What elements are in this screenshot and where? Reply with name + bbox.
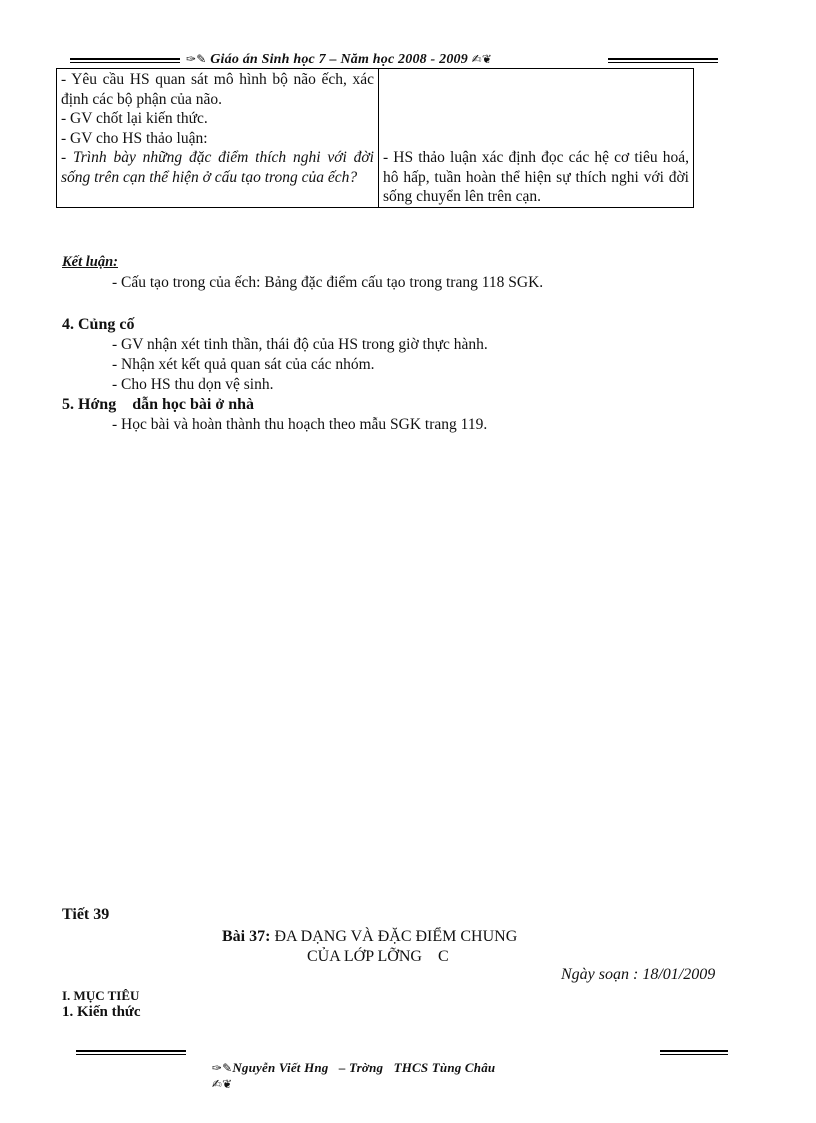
header-rule-left <box>70 58 180 63</box>
section4-heading: 4. Củng cố <box>62 316 135 333</box>
lesson-activity-table <box>56 68 694 208</box>
header-title-block <box>186 52 492 68</box>
header-left-ornament-icon: ✑✎ <box>186 52 207 66</box>
lesson-title-line1-block <box>222 928 517 946</box>
footer-left-ornament-icon: ✑✎ <box>211 1061 233 1075</box>
lesson-title-prefix: Bài 37: <box>222 928 271 945</box>
teacher-activity-cell <box>57 69 379 208</box>
footer-rule-left <box>76 1050 186 1055</box>
header-title: Giáo án Sinh học 7 – Năm học 2008 - 2009 <box>210 52 468 67</box>
table-row <box>57 69 694 208</box>
teacher-item: - Yêu cầu HS quan sát mô hình bộ não ếch, xác định các bộ phận của não. <box>61 71 374 108</box>
page-header <box>0 50 816 70</box>
page-footer <box>0 1042 816 1091</box>
footer-text-block <box>198 1044 495 1108</box>
conclusion-heading: Kết luận: <box>62 254 118 270</box>
lesson-period: Tiết 39 <box>62 906 110 923</box>
objectives-heading: I. MỤC TIÊU <box>62 988 140 1003</box>
lesson-title-line1: ĐA DẠNG VÀ ĐẶC ĐIỂM CHUNG <box>274 928 518 945</box>
section4-item: - GV nhận xét tinh thần, thái độ của HS trong giờ thực hành. <box>112 336 488 353</box>
section5-item: - Học bài và hoàn thành thu hoạch theo mẫu SGK trang 119. <box>112 416 488 433</box>
section4-item: - Nhận xét kết quả quan sát của các nhóm. <box>112 356 375 373</box>
teacher-item: - GV chốt lại kiến thức. <box>61 110 208 127</box>
lesson-date: Ngày soạn : 18/01/2009 <box>561 966 716 983</box>
footer-text: Nguyễn Viết Hng – Trờng THCS Tùng Châu <box>232 1060 496 1075</box>
student-item: - HS thảo luận xác định đọc các hệ cơ tiêu hoá, hô hấp, tuần hoàn thể hiện sự thích nghi với đời sống chuyển lên trên cạn. <box>383 149 689 205</box>
teacher-item: - GV cho HS thảo luận: <box>61 129 208 147</box>
header-rule-right <box>608 58 718 63</box>
student-cell-spacer <box>383 70 689 148</box>
header-right-ornament-icon: ✍❦ <box>471 52 493 66</box>
student-activity-cell <box>379 69 694 208</box>
section5-heading: 5. Hớng dẫn học bài ở nhà <box>62 396 254 413</box>
lesson-title-line2: CỦA LỚP LỠNG C <box>307 948 449 965</box>
knowledge-heading: 1. Kiến thức <box>62 1004 141 1020</box>
footer-rule-right <box>660 1050 728 1055</box>
conclusion-text: - Cấu tạo trong của ếch: Bảng đặc điểm cấu tạo trong trang 118 SGK. <box>112 274 544 291</box>
teacher-question: - Trình bày những đặc điểm thích nghi với đời sống trên cạn thể hiện ở cấu tạo trong của ếch? <box>61 149 374 186</box>
section4-item: - Cho HS thu dọn vệ sinh. <box>112 376 274 393</box>
footer-right-ornament-icon: ✍❦ <box>211 1077 233 1091</box>
